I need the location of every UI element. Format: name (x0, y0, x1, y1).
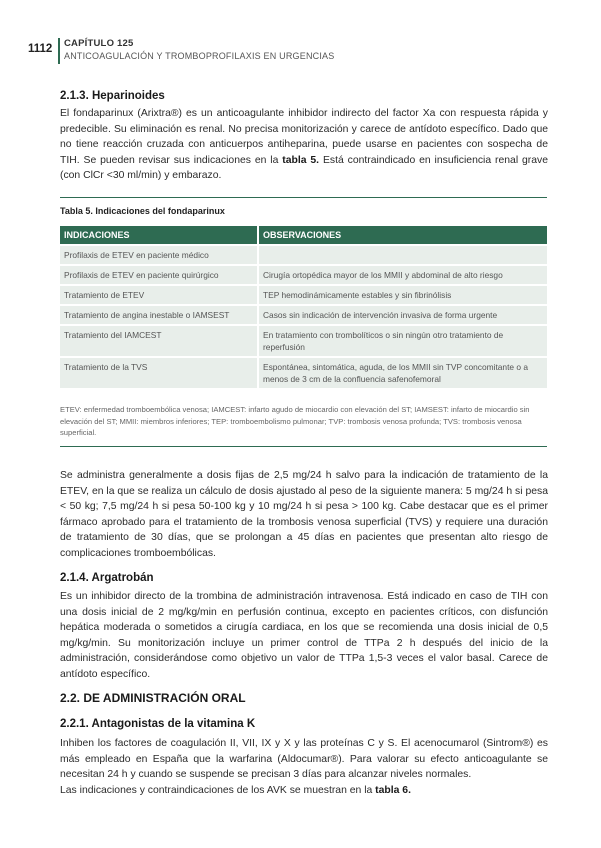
table-cell-observacion: Casos sin indicación de intervención invasiva de forma urgente (258, 305, 547, 325)
table-row (60, 325, 547, 357)
table-header-indicaciones: INDICACIONES (60, 226, 258, 245)
table-row (60, 265, 547, 285)
table-cell-indicacion: Tratamiento de angina inestable o IAMSEST (60, 305, 258, 325)
table-cell-indicacion: Profilaxis de ETEV en paciente quirúrgico (60, 265, 258, 285)
chapter-label: CAPÍTULO 125 (64, 38, 134, 49)
table-cell-observacion (258, 245, 547, 265)
table-5-top-rule (60, 197, 547, 198)
heading-administracion-oral: 2.2. DE ADMINISTRACIÓN ORAL (60, 691, 246, 705)
heading-heparinoides: 2.1.3. Heparinoides (60, 90, 165, 102)
table-cell-observacion: En tratamiento con trombolíticos o sin ningún otro tratamiento de reperfusión (258, 325, 547, 357)
paragraph-avk: Inhiben los factores de coagulación II, VII, IX y X y las proteínas C y S. El acenocumarol (Sintrom®) es más empleado en España que la warfarina (Aldocumar®). Para valorar su efecto anticoagulante se necesitan 24 h y cuando se suspende se precisan 3 días para alcanzar niveles normales. (60, 738, 548, 780)
paragraph-avk-table-ref-text: Las indicaciones y contraindicaciones de los AVK se muestran en la (60, 785, 376, 796)
table-row (60, 245, 547, 265)
table-row (60, 285, 547, 305)
table-5-caption: Tabla 5. Indicaciones del fondaparinux (60, 206, 225, 216)
table-cell-indicacion: Tratamiento del IAMCEST (60, 325, 258, 357)
table-cell-observacion: Espontánea, sintomática, aguda, de los MMII sin TVP concomitante o a menos de 3 cm de la confluencia safenofemoral (258, 357, 547, 388)
heading-argatroban: 2.1.4. Argatrobán (60, 572, 154, 584)
table-5-bottom-rule (60, 446, 547, 447)
table-cell-observacion: Cirugía ortopédica mayor de los MMII y abdominal de alto riesgo (258, 265, 547, 285)
table-header-row (60, 226, 547, 245)
table-cell-indicacion: Tratamiento de ETEV (60, 285, 258, 305)
table-cell-indicacion: Tratamiento de la TVS (60, 357, 258, 388)
heading-antagonistas-vitamina-k: 2.2.1. Antagonistas de la vitamina K (60, 718, 256, 730)
paragraph-fondaparinux-contraindications: Está contraindicado en insuficiencia renal grave (con ClCr <30 ml/min) y embarazo. (60, 154, 549, 181)
page-number: 1112 (28, 43, 53, 55)
table-5 (60, 226, 547, 388)
table-row (60, 357, 547, 388)
paragraph-argatroban: Es un inhibidor directo de la trombina de administración intravenosa. Está indicado en caso de TIH con una dosis inicial de 2 mg/kg/min en perfusión continua, excepto en pacientes críticos, con disfunción hepática moderada o sometidos a cirugía cardiaca, en los que se recomienda una dosis inicial de 0,5 mg/kg/min. Su monitorización incluye un primer control de TTPa 2 h después del inicio de la administración, considerándose como objetivo un valor de TTPa 1,5-3 veces el valor basal. Carece de antídoto específico. (60, 591, 548, 680)
chapter-title: ANTICOAGULACIÓN Y TROMBOPROFILAXIS EN URGENCIAS (64, 51, 335, 61)
table-cell-indicacion: Profilaxis de ETEV en paciente médico (60, 245, 258, 265)
table-6-reference[interactable]: tabla 6. (375, 785, 411, 796)
table-5-reference[interactable]: tabla 5. (282, 154, 320, 166)
paragraph-fondaparinux (60, 106, 548, 184)
paragraph-fondaparinux-text: El fondaparinux (Arixtra®) es un anticoagulante inhibidor indirecto del factor Xa con respuesta rápida y predecible. Su eliminación es renal. No precisa monitorización y carece de antídoto específico. Dado que no tiene reacción cruzada con anticuerpos antiheparina, puede usarse en pacientes con sospecha de TIH. Se pueden revisar sus indicaciones en la (60, 108, 548, 166)
table-cell-observacion: TEP hemodinámicamente estables y sin fibrinólisis (258, 285, 547, 305)
paragraph-avk-table-ref (60, 783, 548, 799)
table-header-observaciones: OBSERVACIONES (258, 226, 547, 245)
table-row (60, 305, 547, 325)
paragraph-dosing: Se administra generalmente a dosis fijas de 2,5 mg/24 h salvo para la indicación de tratamiento de la ETEV, en la que se realiza un cálculo de dosis ajustado al peso de la siguiente manera: 5 mg/24 h si pesa < 50 kg; 7,5 mg/24 h si pesa 50-100 kg y 10 mg/24 h si pesa > 100 kg. Cabe destacar que es el primer fármaco aprobado para el tratamiento de la trombosis venosa superficial (TVS) y requiere una duración de tratamiento de 30 días, que se prolongan a 45 días en pacientes que presentan alto riesgo de complicaciones tromboembólicas. (60, 470, 548, 559)
header-divider (58, 38, 60, 64)
table-5-footnote: ETEV: enfermedad tromboembólica venosa; IAMCEST: infarto agudo de miocardio con elevación del ST; IAMSEST: infarto de miocardio sin elevación del ST; MMII: miembros inferiores; TEP: tromboembolismo pulmonar; TVP: trombosis venosa profunda; TVS: trombosis venosa superficial. (60, 405, 530, 437)
